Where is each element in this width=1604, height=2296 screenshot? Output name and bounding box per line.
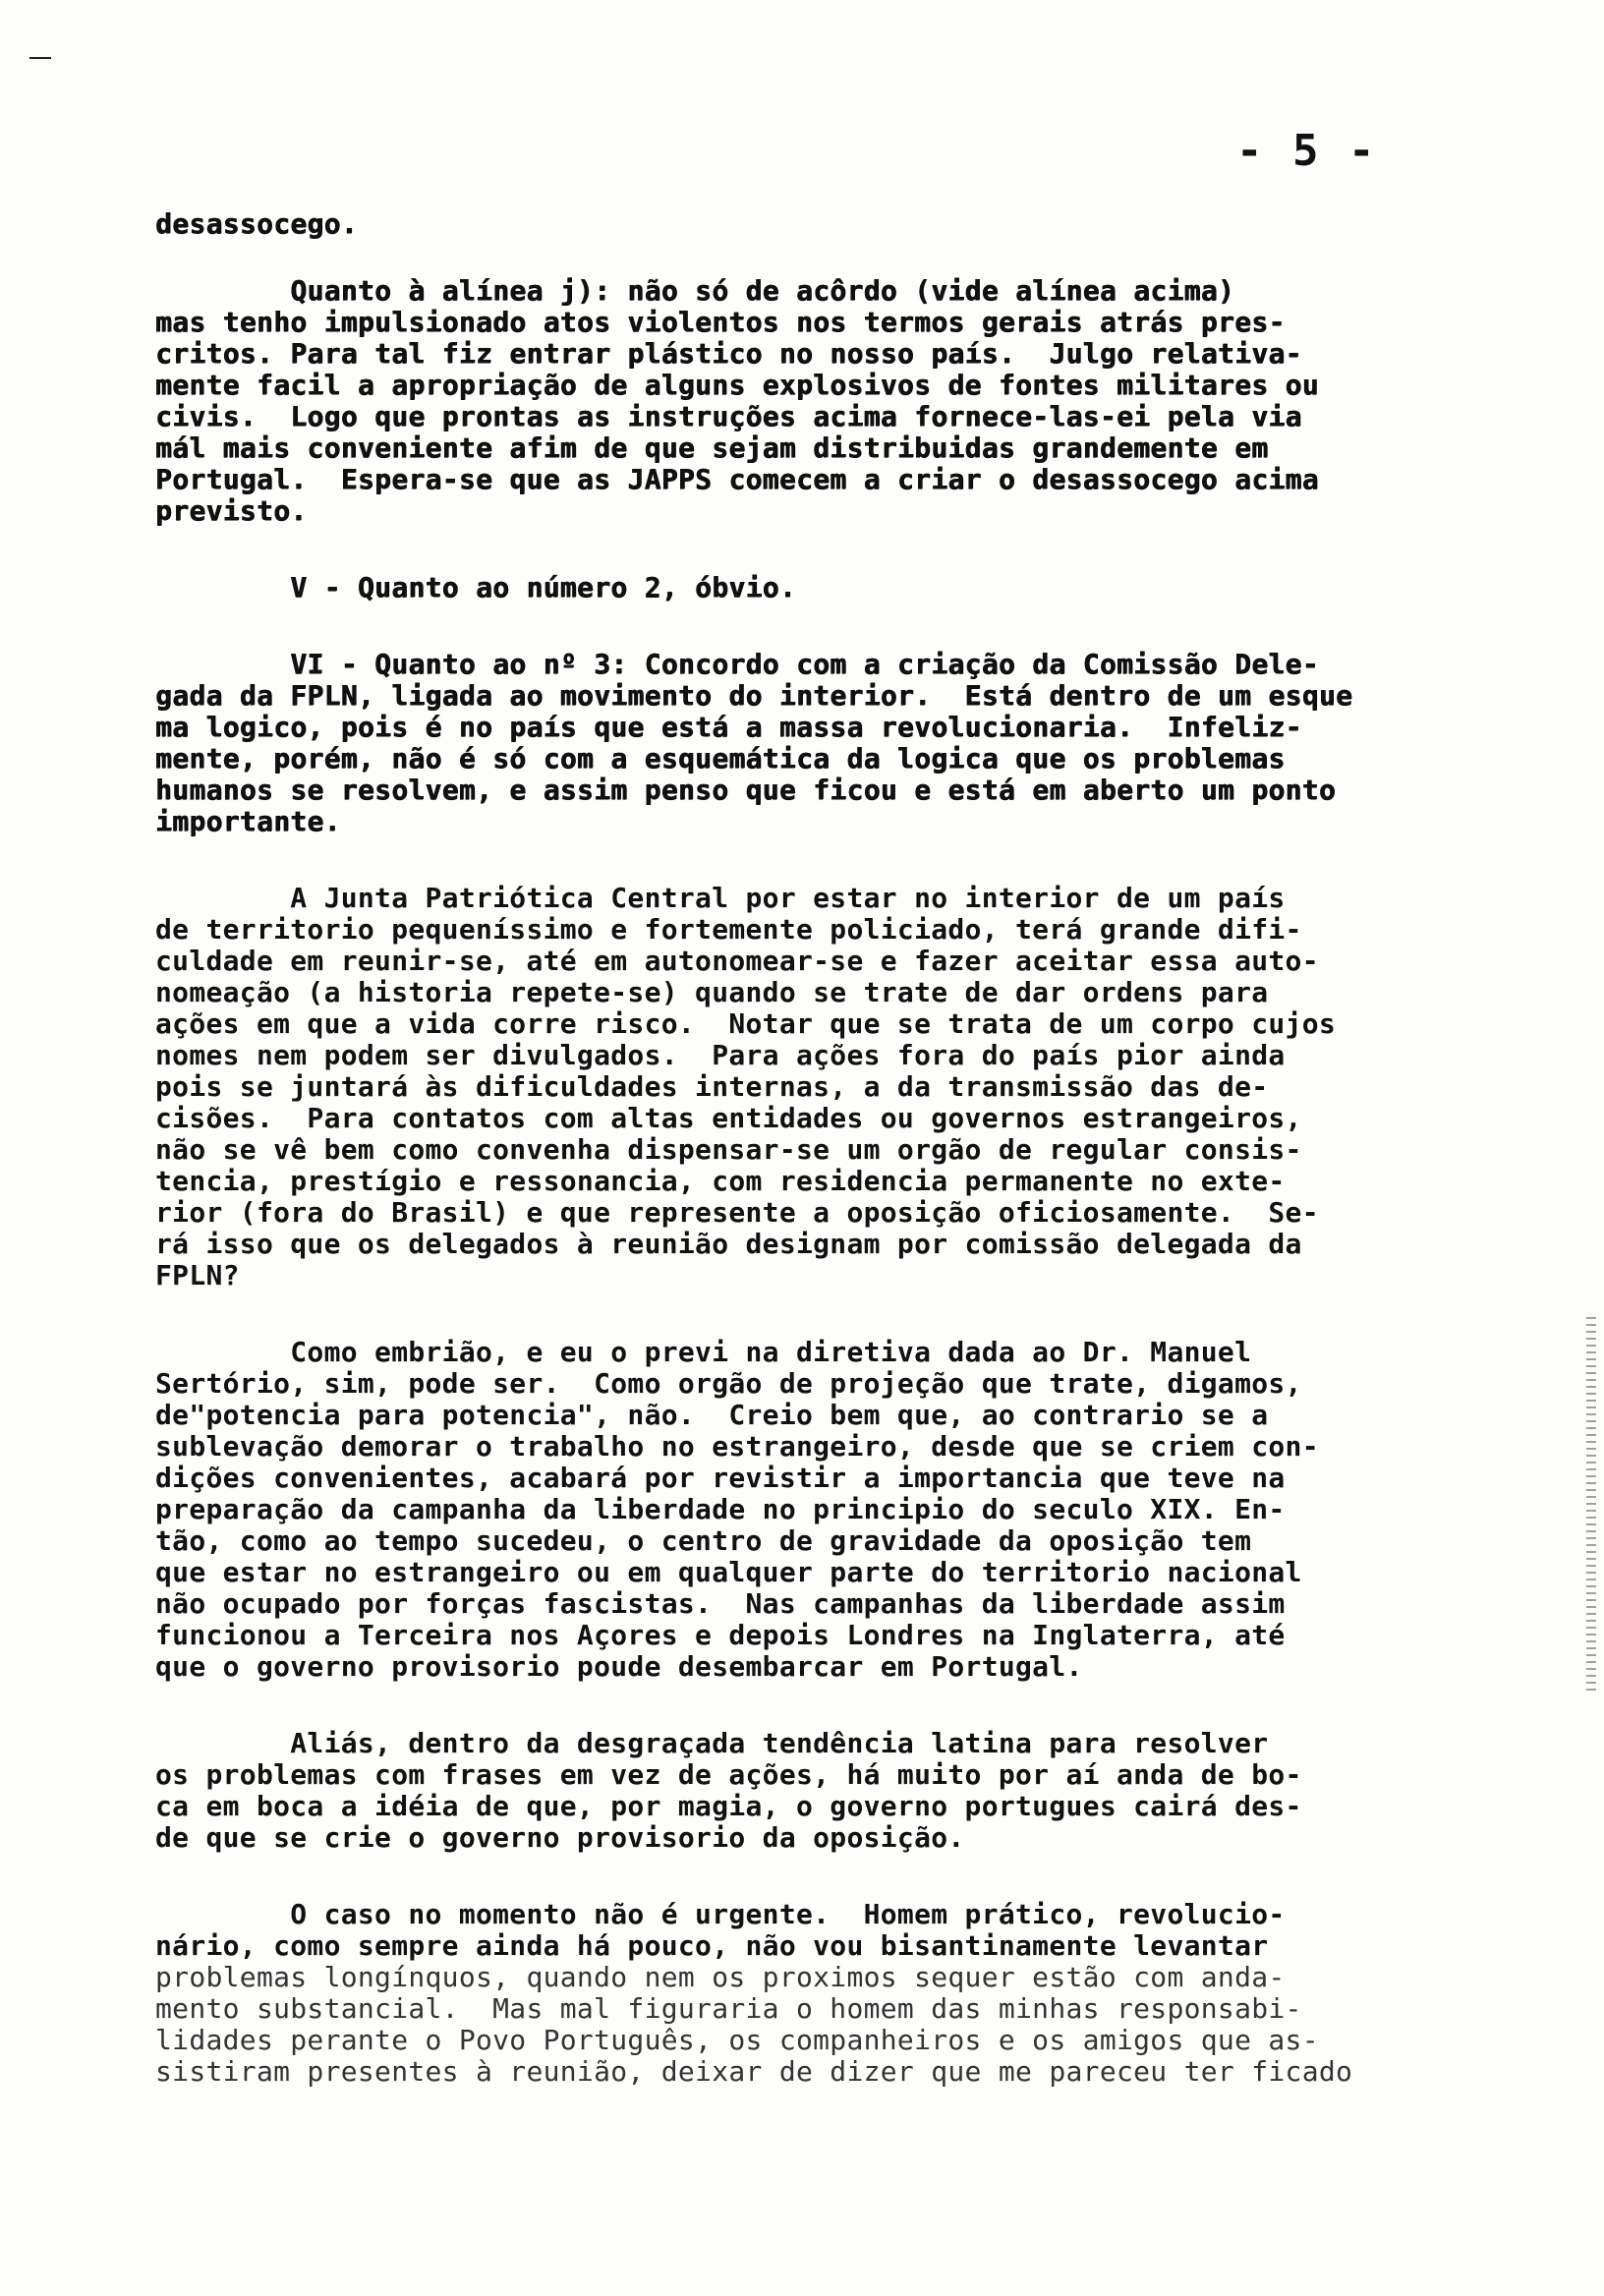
- text-line: que estar no estrangeiro ou em qualquer parte do territorio nacional: [155, 1556, 1302, 1588]
- paragraph-gap: [155, 603, 1512, 649]
- text-line: nomes nem podem ser divulgados. Para ações fora do país pior ainda: [155, 1039, 1286, 1071]
- text-line: nomeação (a historia repete-se) quando se trate de dar ordens para: [155, 976, 1269, 1008]
- paragraph-gap: [155, 527, 1512, 572]
- typewritten-text-body: [155, 208, 1512, 2088]
- text-line: preparação da campanha da liberdade no principio do seculo XIX. En-: [155, 1493, 1286, 1525]
- text-line: mento substancial. Mas mal figuraria o homem das minhas responsabi-: [155, 1992, 1302, 2025]
- text-line: sistiram presentes à reunião, deixar de dizer que me pareceu ter ficado: [155, 2055, 1353, 2088]
- text-line: mál mais conveniente afim de que sejam distribuidas grandemente em: [155, 431, 1269, 464]
- text-line: Portugal. Espera-se que as JAPPS comecem a criar o desassocego acima: [155, 463, 1319, 495]
- text-line: critos. Para tal fiz entrar plástico no nosso país. Julgo relativa-: [155, 337, 1302, 370]
- text-line: Como embrião, e eu o previ na diretiva dada ao Dr. Manuel: [155, 1336, 1252, 1368]
- text-line: mas tenho impulsionado atos violentos nos termos gerais atrás pres-: [155, 306, 1286, 338]
- text-line: mente facil a apropriação de alguns explosivos de fontes militares ou: [155, 369, 1319, 401]
- text-line: nário, como sempre ainda há pouco, não vou bisantinamente levantar: [155, 1929, 1269, 1962]
- text-line: ações em que a vida corre risco. Notar que se trata de um corpo cujos: [155, 1007, 1337, 1040]
- paragraph-gap: [155, 837, 1512, 883]
- text-line: problemas longínquos, quando nem os proximos sequer estão com anda-: [155, 1961, 1286, 1993]
- text-line: de territorio pequeníssimo e fortemente policiado, terá grande difi-: [155, 913, 1302, 946]
- text-line: os problemas com frases em vez de ações, há muito por aí anda de bo-: [155, 1758, 1302, 1791]
- text-line: ca em boca a idéia de que, por magia, o governo portugues cairá des-: [155, 1790, 1302, 1822]
- text-line: rior (fora do Brasil) e que represente a oposição oficiosamente. Se-: [155, 1196, 1319, 1229]
- text-line: mente, porém, não é só com a esquemática da logica que os problemas: [155, 742, 1286, 775]
- paragraph-gap: [155, 1292, 1512, 1337]
- text-line: de"potencia para potencia", não. Creio bem que, ao contrario se a: [155, 1399, 1269, 1431]
- text-line: importante.: [155, 805, 341, 837]
- text-line: VI - Quanto ao nº 3: Concordo com a criação da Comissão Dele-: [155, 648, 1319, 680]
- text-line: de que se crie o governo provisorio da oposição.: [155, 1821, 965, 1854]
- text-line: ma logico, pois é no país que está a massa revolucionaria. Infeliz-: [155, 711, 1302, 743]
- left-edge-mark: [29, 57, 51, 59]
- text-line: pois se juntará às dificuldades internas, a da transmissão das de-: [155, 1070, 1269, 1103]
- text-line: dições convenientes, acabará por revistir a importancia que teve na: [155, 1462, 1286, 1494]
- text-line: civis. Logo que prontas as instruções acima fornece-las-ei pela via: [155, 400, 1302, 432]
- text-line: Aliás, dentro da desgraçada tendência latina para resolver: [155, 1727, 1269, 1759]
- text-line: Quanto à alínea j): não só de acôrdo (vide alínea acima): [155, 274, 1235, 307]
- page-number: - 5 -: [1236, 126, 1377, 176]
- text-line: humanos se resolvem, e assim penso que ficou e está em aberto um ponto: [155, 774, 1337, 806]
- paragraph-gap: [155, 240, 1512, 275]
- text-line: gada da FPLN, ligada ao movimento do interior. Está dentro de um esque: [155, 679, 1353, 712]
- text-line: cisões. Para contatos com altas entidades ou governos estrangeiros,: [155, 1102, 1302, 1134]
- paragraph-gap: [155, 1854, 1512, 1899]
- text-line: V - Quanto ao número 2, óbvio.: [155, 571, 796, 603]
- text-line: lidades perante o Povo Português, os companheiros e os amigos que as-: [155, 2024, 1319, 2056]
- text-line: desassocego.: [155, 207, 358, 240]
- text-line: FPLN?: [155, 1259, 240, 1292]
- text-line: O caso no momento não é urgente. Homem prático, revolucio-: [155, 1898, 1286, 1930]
- text-line: rá isso que os delegados à reunião designam por comissão delegada da: [155, 1228, 1302, 1260]
- text-line: tencia, prestígio e ressonancia, com residencia permanente no exte-: [155, 1165, 1286, 1197]
- text-line: que o governo provisorio poude desembarcar em Portugal.: [155, 1650, 1083, 1683]
- text-line: culdade em reunir-se, até em autonomear-se e fazer aceitar essa auto-: [155, 945, 1319, 977]
- text-line: não se vê bem como convenha dispensar-se um orgão de regular consis-: [155, 1133, 1302, 1166]
- text-line: tão, como ao tempo sucedeu, o centro de gravidade da oposição tem: [155, 1524, 1252, 1557]
- text-line: sublevação demorar o trabalho no estrangeiro, desde que se criem con-: [155, 1430, 1319, 1463]
- paragraph-gap: [155, 1683, 1512, 1728]
- text-line: Sertório, sim, pode ser. Como orgão de projeção que trate, digamos,: [155, 1367, 1302, 1400]
- text-line: funcionou a Terceira nos Açores e depois Londres na Inglaterra, até: [155, 1619, 1286, 1651]
- text-line: não ocupado por forças fascistas. Nas campanhas da liberdade assim: [155, 1587, 1286, 1620]
- text-line: previsto.: [155, 494, 308, 527]
- text-line: A Junta Patriótica Central por estar no interior de um país: [155, 882, 1286, 914]
- right-margin-noise: [1586, 1317, 1596, 1691]
